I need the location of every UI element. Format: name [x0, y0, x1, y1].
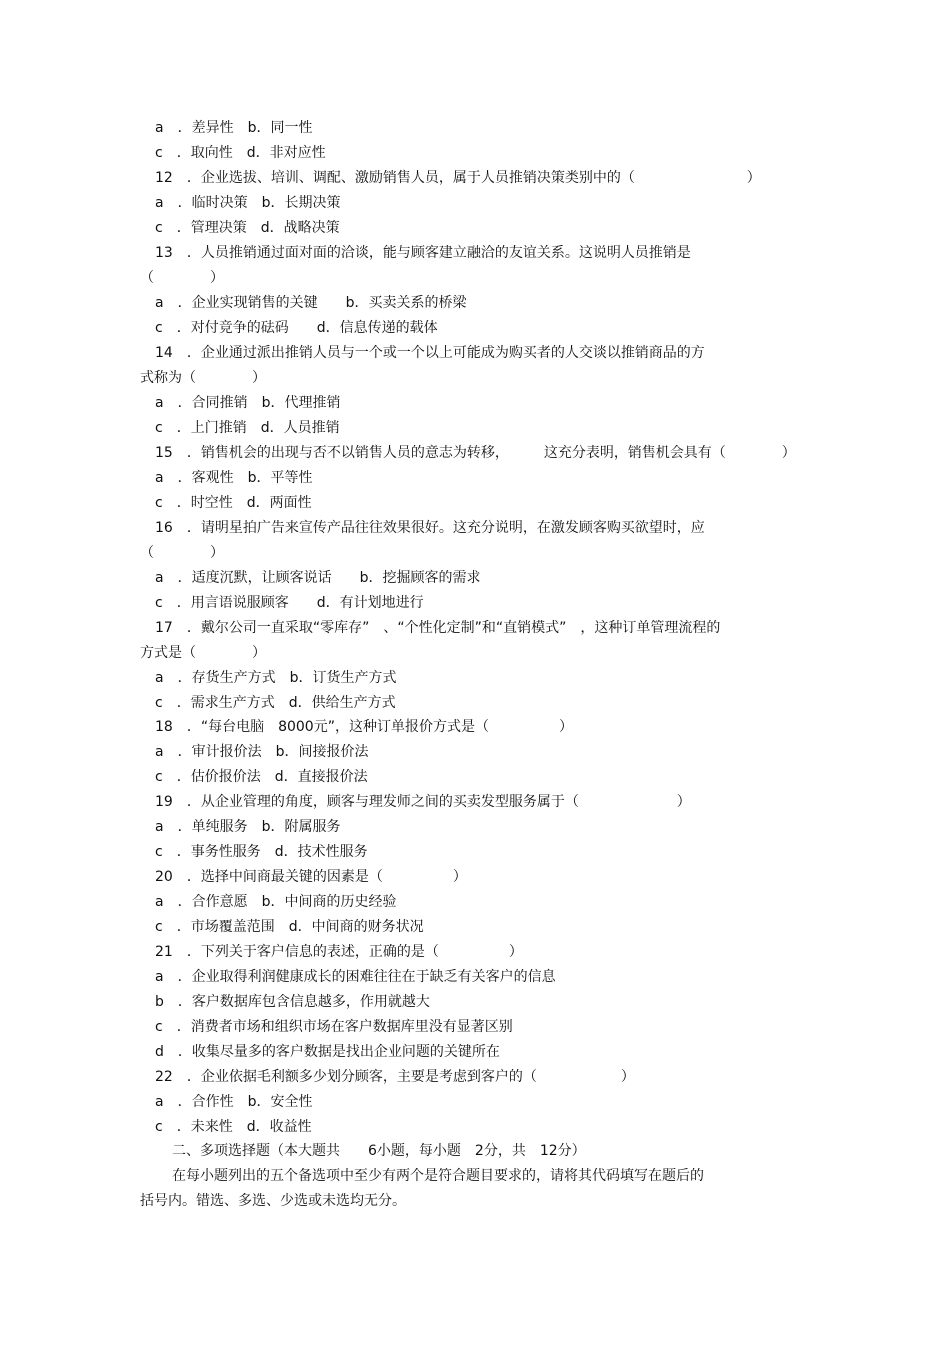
option-q21-c: c ．消费者市场和组织市场在客户数据库里没有显著区别 — [155, 1019, 513, 1035]
option-line-q11-ab: a ．差异性 b．同一性 — [155, 120, 313, 136]
question-13-continued: （ ） — [140, 270, 224, 286]
option-line-q20-cd: c ．市场覆盖范围 d．中间商的财务状况 — [155, 919, 424, 935]
question-14-continued: 式称为（ ） — [140, 370, 266, 386]
option-line-q14-cd: c ．上门推销 d．人员推销 — [155, 420, 340, 436]
option-q21-d: d ．收集尽量多的客户数据是找出企业问题的关键所在 — [155, 1044, 500, 1060]
question-15: 15 ．销售机会的出现与否不以销售人员的意志为转移， 这充分表明，销售机会具有（ ） — [155, 445, 796, 461]
option-line-q12-ab: a ．临时决策 b．长期决策 — [155, 195, 341, 211]
option-line-q15-ab: a ．客观性 b．平等性 — [155, 470, 313, 486]
option-line-q14-ab: a ．合同推销 b．代理推销 — [155, 395, 341, 411]
question-22: 22 ．企业依据毛利额多少划分顾客，主要是考虑到客户的（ ） — [155, 1069, 635, 1085]
option-line-q11-cd: c ．取向性 d．非对应性 — [155, 145, 326, 161]
question-14: 14 ．企业通过派出推销人员与一个或一个以上可能成为购买者的人交谈以推销商品的方 — [155, 345, 705, 361]
option-line-q22-cd: c ．未来性 d．收益性 — [155, 1119, 312, 1135]
section-heading-multiple-choice: 二、多项选择题（本大题共 6小题，每小题 2分，共 12分） — [172, 1143, 586, 1159]
question-18: 18 ．“每台电脑 8000元”，这种订单报价方式是（ ） — [155, 719, 573, 735]
option-line-q22-ab: a ．合作性 b．安全性 — [155, 1094, 313, 1110]
option-line-q17-ab: a ．存货生产方式 b．订货生产方式 — [155, 670, 397, 686]
option-line-q20-ab: a ．合作意愿 b．中间商的历史经验 — [155, 894, 397, 910]
question-20: 20 ．选择中间商最关键的因素是（ ） — [155, 869, 467, 885]
option-q21-a: a ．企业取得利润健康成长的困难往往在于缺乏有关客户的信息 — [155, 969, 556, 985]
option-q21-b: b ．客户数据库包含信息越多，作用就越大 — [155, 994, 430, 1010]
option-line-q15-cd: c ．时空性 d．两面性 — [155, 495, 312, 511]
question-17-continued: 方式是（ ） — [140, 645, 266, 661]
option-line-q13-ab: a ．企业实现销售的关键 b．买卖关系的桥梁 — [155, 295, 467, 311]
question-19: 19 ．从企业管理的角度，顾客与理发师之间的买卖发型服务属于（ ） — [155, 794, 691, 810]
question-21: 21 ．下列关于客户信息的表述，正确的是（ ） — [155, 944, 523, 960]
option-line-q19-cd: c ．事务性服务 d．技术性服务 — [155, 844, 368, 860]
option-line-q17-cd: c ．需求生产方式 d．供给生产方式 — [155, 695, 396, 711]
question-16-continued: （ ） — [140, 545, 224, 561]
section-instructions: 在每小题列出的五个备选项中至少有两个是符合题目要求的，请将其代码填写在题后的 — [172, 1168, 704, 1184]
section-instructions-continued: 括号内。错选、多选、少选或未选均无分。 — [140, 1193, 406, 1209]
option-line-q16-cd: c ．用言语说服顾客 d．有计划地进行 — [155, 595, 424, 611]
option-line-q18-ab: a ．审计报价法 b．间接报价法 — [155, 744, 369, 760]
option-line-q12-cd: c ．管理决策 d．战略决策 — [155, 220, 340, 236]
question-17: 17 ．戴尔公司一直采取“零库存” 、“个性化定制”和“直销模式” ，这种订单管理流程的 — [155, 620, 721, 636]
option-line-q16-ab: a ．适度沉默，让顾客说话 b．挖掘顾客的需求 — [155, 570, 481, 586]
option-line-q19-ab: a ．单纯服务 b．附属服务 — [155, 819, 341, 835]
option-line-q18-cd: c ．估价报价法 d．直接报价法 — [155, 769, 368, 785]
question-16: 16 ．请明星拍广告来宣传产品往往效果很好。这充分说明，在激发顾客购买欲望时，应 — [155, 520, 705, 536]
question-12: 12 ．企业选拔、培训、调配、激励销售人员，属于人员推销决策类别中的（ ） — [155, 170, 761, 186]
question-13: 13 ．人员推销通过面对面的洽谈，能与顾客建立融洽的友谊关系。这说明人员推销是 — [155, 245, 691, 261]
option-line-q13-cd: c ．对付竞争的砝码 d．信息传递的载体 — [155, 320, 438, 336]
